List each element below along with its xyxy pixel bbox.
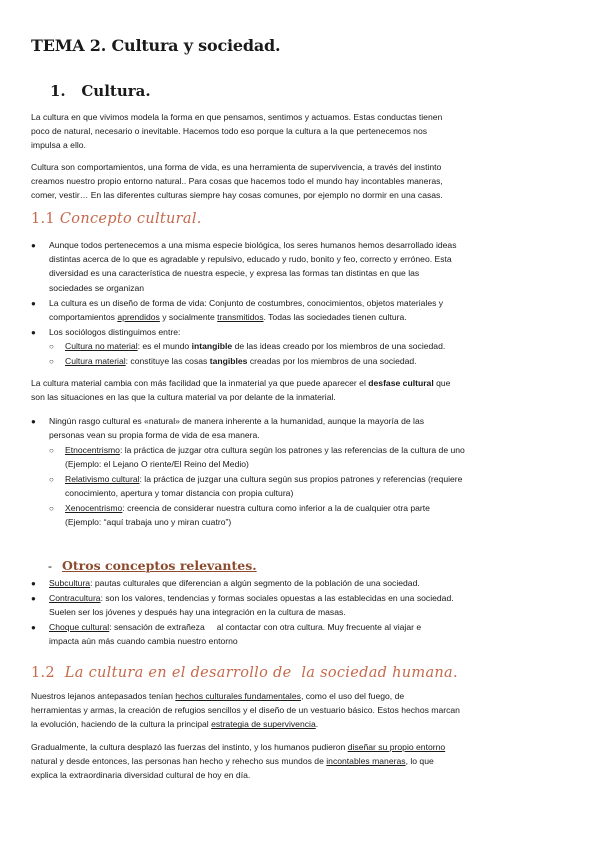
text-line: poco de natural, necesario o inevitable. Hacemos todo eso porque la cultura a la que pertenecemos nos: [31, 126, 428, 137]
section-label: Cultura.: [81, 82, 151, 100]
circle-bullet-icon: ○: [49, 342, 54, 351]
bullet-icon: ●: [31, 241, 36, 250]
list-item: Los sociólogos distinguimos entre:: [49, 327, 181, 337]
list-item: Contracultura: son los valores, tendencias y formas sociales opuestas a las establecidas en una sociedad. Suelen ser los jóvenes y después hay una integración en la cultura de masas.: [49, 593, 454, 618]
subsection-label: La cultura en el desarrollo de la sociedad humana.: [64, 665, 458, 681]
list-item: Aunque todos pertenecemos a una misma especie biológica, los seres humanos hemos desarrollado ideas distintas acerca de lo que es agradable y repulsivo, educado y rudo, bonito y feo, correcto y erróneo. Esta diversidad es una característica de nuestra especie, y expresa las formas tan distintas en que las sociedades se organizan: [49, 240, 457, 293]
section-number: 1.: [50, 82, 66, 100]
text-line: La cultura en que vivimos modela la forma en que pensamos, sentimos y actuamos. Estas conductas tienen: [31, 112, 443, 122]
subsection-number: 1.2: [31, 665, 55, 681]
subsection-label: Concepto cultural.: [59, 211, 202, 227]
dash: -: [48, 559, 52, 573]
bullet-icon: ●: [31, 579, 36, 588]
subsection-heading-concepto-cultural: [31, 211, 202, 227]
list-subitem: Relativismo cultural: la práctica de juzgar una cultura según sus propios patrones y referencias (requiere conocimiento, apertura y tomar distancia con propia cultura): [65, 474, 463, 499]
subsection-heading-desarrollo: [31, 665, 458, 681]
text-line: comer, vestir… En las diferentes culturas siempre hay cosas comunes, por ejemplo no dormir en una casas.: [31, 190, 443, 201]
paragraph-4: Nuestros lejanos antepasados tenían hechos culturales fundamentales, como el uso del fuego, de herramientas y armas, la creación de refugios sencillos y el diseño de un vestuario básico. Estos hechos marcan la evolución, haciendo de la cultura la principal estrategia de supervivencia.: [31, 691, 460, 730]
circle-bullet-icon: ○: [49, 504, 54, 513]
text-line: Cultura son comportamientos, una forma de vida, es una herramienta de supervivencia, a través del instinto: [31, 162, 442, 172]
list-item: La cultura es un diseño de forma de vida: Conjunto de costumbres, conocimientos, objetos materiales y comportamientos aprendidos y socialmente transmitidos. Todas las sociedades tienen cultura.: [49, 298, 444, 323]
text-line: creamos nuestro propio entorno natural.. Para cosas que hacemos todo el mundo hay incontables maneras,: [31, 176, 443, 187]
list-item: Choque cultural: sensación de extrañeza al contactar con otra cultura. Muy frecuente al viajar e impacta aún más cuando cambia nuestro entorno: [49, 622, 422, 647]
section-heading-cultura: [50, 82, 151, 100]
list-subitem: Cultura no material: es el mundo intangible de las ideas creado por los miembros de una sociedad.: [65, 341, 446, 351]
other-concepts-heading: [48, 558, 257, 573]
bullet-icon: ●: [31, 623, 36, 632]
bullet-icon: ●: [31, 417, 36, 426]
paragraph-1: [31, 110, 567, 153]
bullet-icon: ●: [31, 594, 36, 603]
other-concepts-label: Otros conceptos relevantes.: [62, 558, 257, 573]
list-subitem: Cultura material: constituye las cosas tangibles creadas por los miembros de una sociedad.: [65, 356, 417, 366]
list-subitem: Etnocentrismo: la práctica de juzgar otra cultura según los patrones y las referencias de la cultura de uno (Ejemplo: el Lejano O riente/El Reino del Medio): [65, 445, 465, 470]
text-line: impulsa a ello.: [31, 140, 86, 151]
page-title: TEMA 2. Cultura y sociedad.: [31, 36, 281, 55]
list-subitem: Xenocentrismo: creencia de considerar nuestra cultura como inferior a la de cualquier otra parte (Ejemplo: “aquí trabaja uno y miran cuatro”): [65, 503, 430, 528]
circle-bullet-icon: ○: [49, 475, 54, 484]
bullet-icon: ●: [31, 299, 36, 308]
subsection-number: 1.1: [31, 211, 55, 227]
bullet-icon: ●: [31, 328, 36, 337]
paragraph-2: [31, 160, 567, 203]
paragraph-3: La cultura material cambia con más facilidad que la inmaterial ya que puede aparecer el desfase cultural que son las situaciones en las que la cultura material va por delante de la inmaterial.: [31, 378, 451, 403]
list-item: Subcultura: pautas culturales que diferencian a algún segmento de la población de una sociedad.: [49, 578, 420, 588]
paragraph-5: Gradualmente, la cultura desplazó las fuerzas del instinto, y los humanos pudieron diseñar su propio entorno natural y desde entonces, las personas han hecho y rehecho sus mundos de incontables maneras, lo que explica la extraordinaria diversidad cultural de hoy en día.: [31, 742, 446, 781]
circle-bullet-icon: ○: [49, 446, 54, 455]
circle-bullet-icon: ○: [49, 357, 54, 366]
list-item: Ningún rasgo cultural es «natural» de manera inherente a la humanidad, aunque la mayoría de las personas vean su propia forma de vida de esa manera.: [49, 416, 425, 441]
